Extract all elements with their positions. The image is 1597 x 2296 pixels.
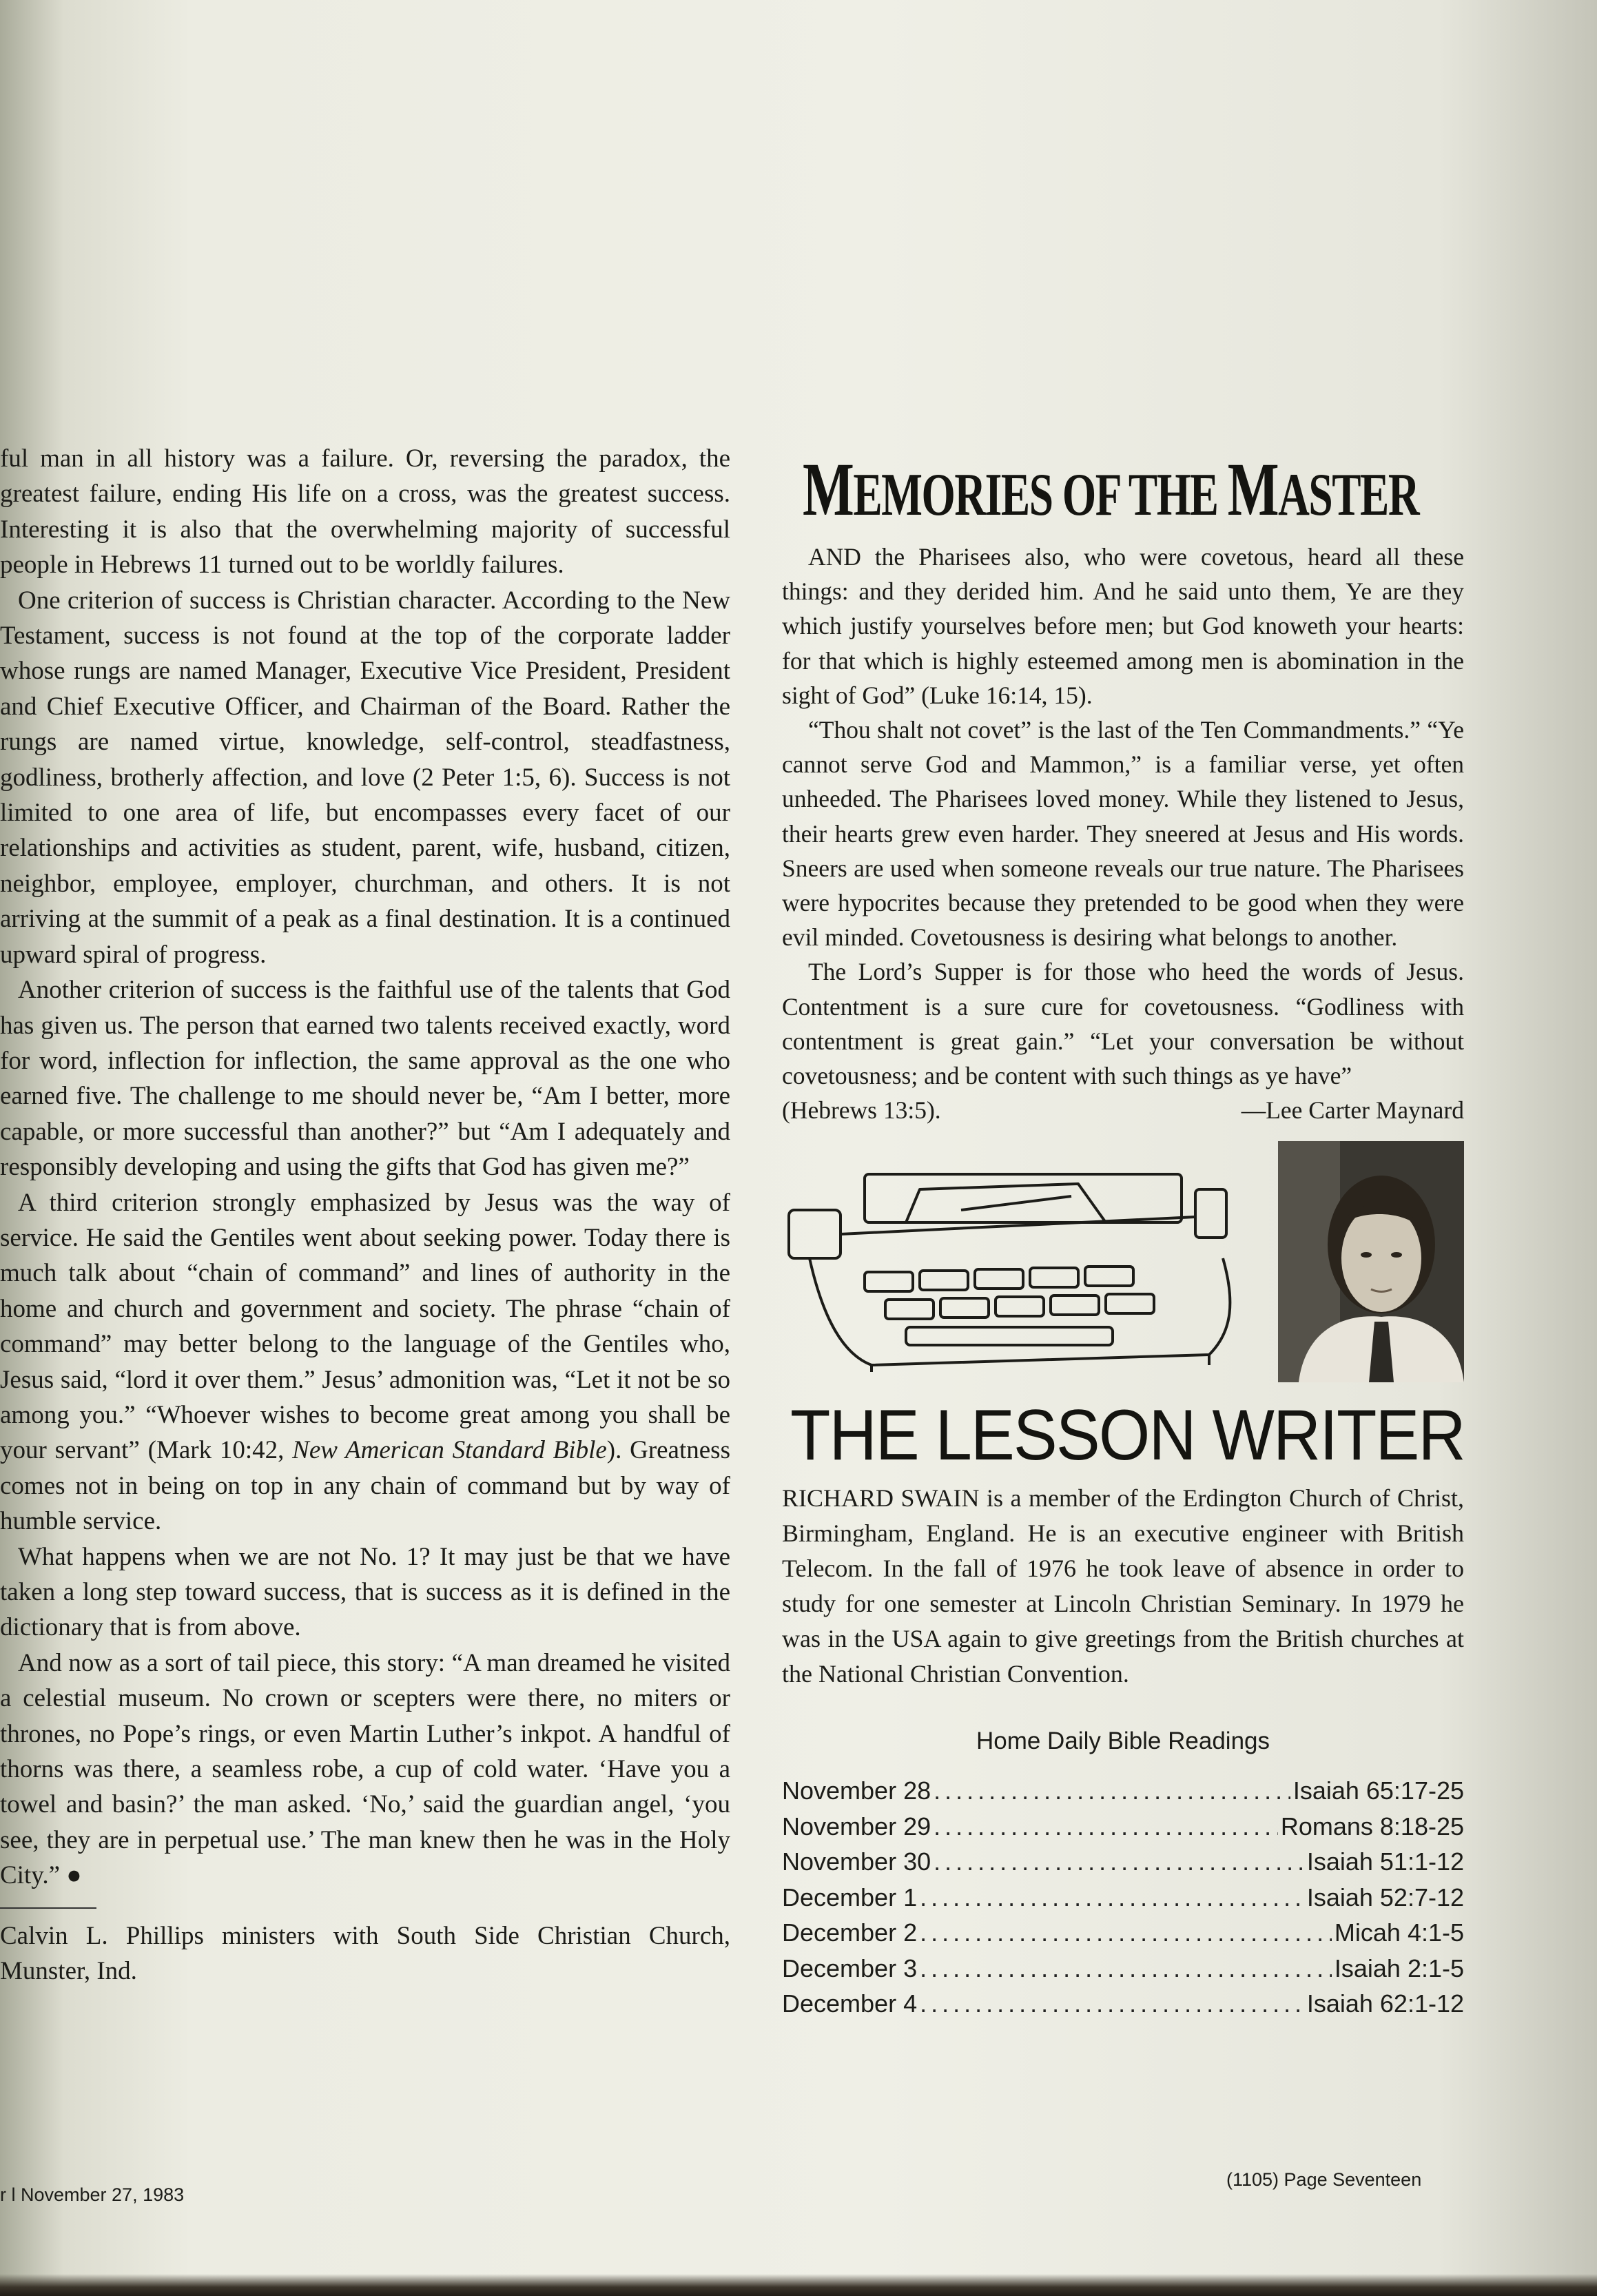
author-footnote: Calvin L. Phillips ministers with South Side Christian Church, Munster, Ind.: [0, 1921, 730, 1986]
footnote-rule: [0, 1907, 96, 1909]
lesson-writer-title: THE LESSON WRITER: [790, 1395, 1465, 1476]
reading-row: November 28 ..... Isaiah 65:17-25: [782, 1773, 1464, 1809]
portrait-illustration: [1278, 1141, 1464, 1382]
lesson-writer-bio: RICHARD SWAIN is a member of the Erdington Church of Christ, Birmingham, England. He is an executive engineer with British Telecom. In the fall of 1976 he took leave of absence in order to study for one semester at Lincoln Christian Seminary. In 1979 he was in the USA again to give greetings from the British churches at the National Christian Convention.: [782, 1484, 1464, 1688]
reading-row: December 4 ..... Isaiah 62:1-12: [782, 1986, 1464, 2022]
memories-paragraph: AND the Pharisees also, who were covetous, heard all these things: and they derided him. And he said unto them, Ye are they which justify yourselves before men; but God knoweth your hearts: for that which is highly esteemed among men is abomination in the sight of God” (Luke 16:14, 15).: [782, 543, 1464, 709]
end-mark: ●: [66, 1861, 82, 1890]
page-bottom-edge: [0, 2274, 1597, 2296]
reading-row: December 1 ..... Isaiah 52:7-12: [782, 1880, 1464, 1916]
sidebar-column: [782, 449, 1464, 2022]
reading-row: November 30 ..... Isaiah 51:1-12: [782, 1844, 1464, 1880]
readings-heading: Home Daily Bible Readings: [976, 1728, 1270, 1755]
memories-paragraph: The Lord’s Supper is for those who heed the words of Jesus. Contentment is a sure cure for covetousness. “Godliness with contentment is great gain.” “Let your conversation be without covetousness; and be content with such things as ye have”: [782, 958, 1464, 1090]
article-paragraph: A third criterion strongly emphasized by Jesus was the way of service. He said the Gentiles went about seeking power. Today there is much talk about “chain of command” and lines of authority in the home and church and government and society. The phrase “chain of command” may better belong to the language of the Gentiles who, Jesus said, “lord it over them.” Jesus’ admonition was, “Let it not be so among you.” “Whoever wishes to become great among you shall be your servant” (Mark 10:42, New American Standard Bible). Greatness comes not in being on top in any chain of command but by way of humble service.: [0, 1188, 730, 1536]
memories-paragraph: “Thou shalt not covet” is the last of the Ten Commandments.” “Ye cannot serve God and Mammon,” is a familiar verse, yet often unheeded. The Pharisees loved money. While they listened to Jesus, their hearts grew even harder. They sneered at Jesus and His words. Sneers are used when someone reveals our true nature. The Pharisees were hypocrites because they pretended to be good when they were evil minded. Covetousness is desiring what belongs to another.: [782, 716, 1464, 952]
article-paragraph: ful man in all history was a failure. Or, reversing the paradox, the greatest failure, ending His life on a cross, was the greatest success. Interesting it is also that the overwhelming majority of successful people in Hebrews 11 turned out to be worldly failures.: [0, 444, 730, 580]
article-paragraph: What happens when we are not No. 1? It may just be that we have taken a long step toward success, that is success as it is defined in the dictionary that is from above.: [0, 1542, 730, 1642]
typewriter-drawing: [782, 1169, 1264, 1375]
page-number: (1105) Page Seventeen: [1226, 2169, 1422, 2190]
author-signature: —Lee Carter Maynard: [1241, 1096, 1464, 1125]
readings-list: [782, 1773, 1464, 2022]
reading-row: December 3 ..... Isaiah 2:1-5: [782, 1951, 1464, 1987]
article-paragraph: One criterion of success is Christian character. According to the New Testament, success is not found at the top of the corporate ladder whose rungs are named Manager, Executive Vice President, President and Chief Executive Officer, and Chairman of the Board. Rather the rungs are named virtue, knowledge, self-control, steadfastness, godliness, brotherly affection, and love (2 Peter 1:5, 6). Success is not limited to one area of life, but encompasses every facet of our relationships and activities as student, parent, wife, husband, citizen, neighbor, employee, employer, churchman, and others. It is not arriving at the summit of a peak as a final destination. It is a continued upward spiral of progress.: [0, 586, 730, 969]
issue-date: r l November 27, 1983: [0, 2184, 185, 2205]
bible-version-title: New American Standard Bible: [292, 1436, 607, 1465]
reading-row: November 29 ..... Romans 8:18-25: [782, 1809, 1464, 1845]
reading-row: December 2 ..... Micah 4:1-5: [782, 1915, 1464, 1951]
author-photo: [1278, 1141, 1464, 1382]
memories-signature-row: [782, 1093, 1464, 1127]
memories-title: MEMORIES OF THE MASTER: [803, 447, 1419, 531]
scripture-reference: (Hebrews 13:5).: [782, 1096, 941, 1125]
lesson-writer-illustration: [782, 1141, 1464, 1393]
article-paragraph: Another criterion of success is the faithful use of the talents that God has given us. The person that earned two talents received exactly, word for word, inflection for inflection, the same approval as the one who earned five. The challenge to me should never be, “Am I better, more capable, or more successful than another?” but “Am I adequately and responsibly developing and using the gifts that God has given me?”: [0, 976, 730, 1182]
article-column: [0, 441, 730, 1989]
article-paragraph: And now as a sort of tail piece, this story: “A man dreamed he visited a celestial museum. No crown or scepters were there, no miters or thrones, no Pope’s rings, or even Martin Luther’s inkpot. A handful of thorns was there, a seamless robe, a cup of cold water. ‘Have you a towel and basin?’ the man asked. ‘No,’ said the guardian angel, ‘you see, they are in perpetual use.’ The man knew then he was in the Holy City.” ●: [0, 1648, 730, 1890]
